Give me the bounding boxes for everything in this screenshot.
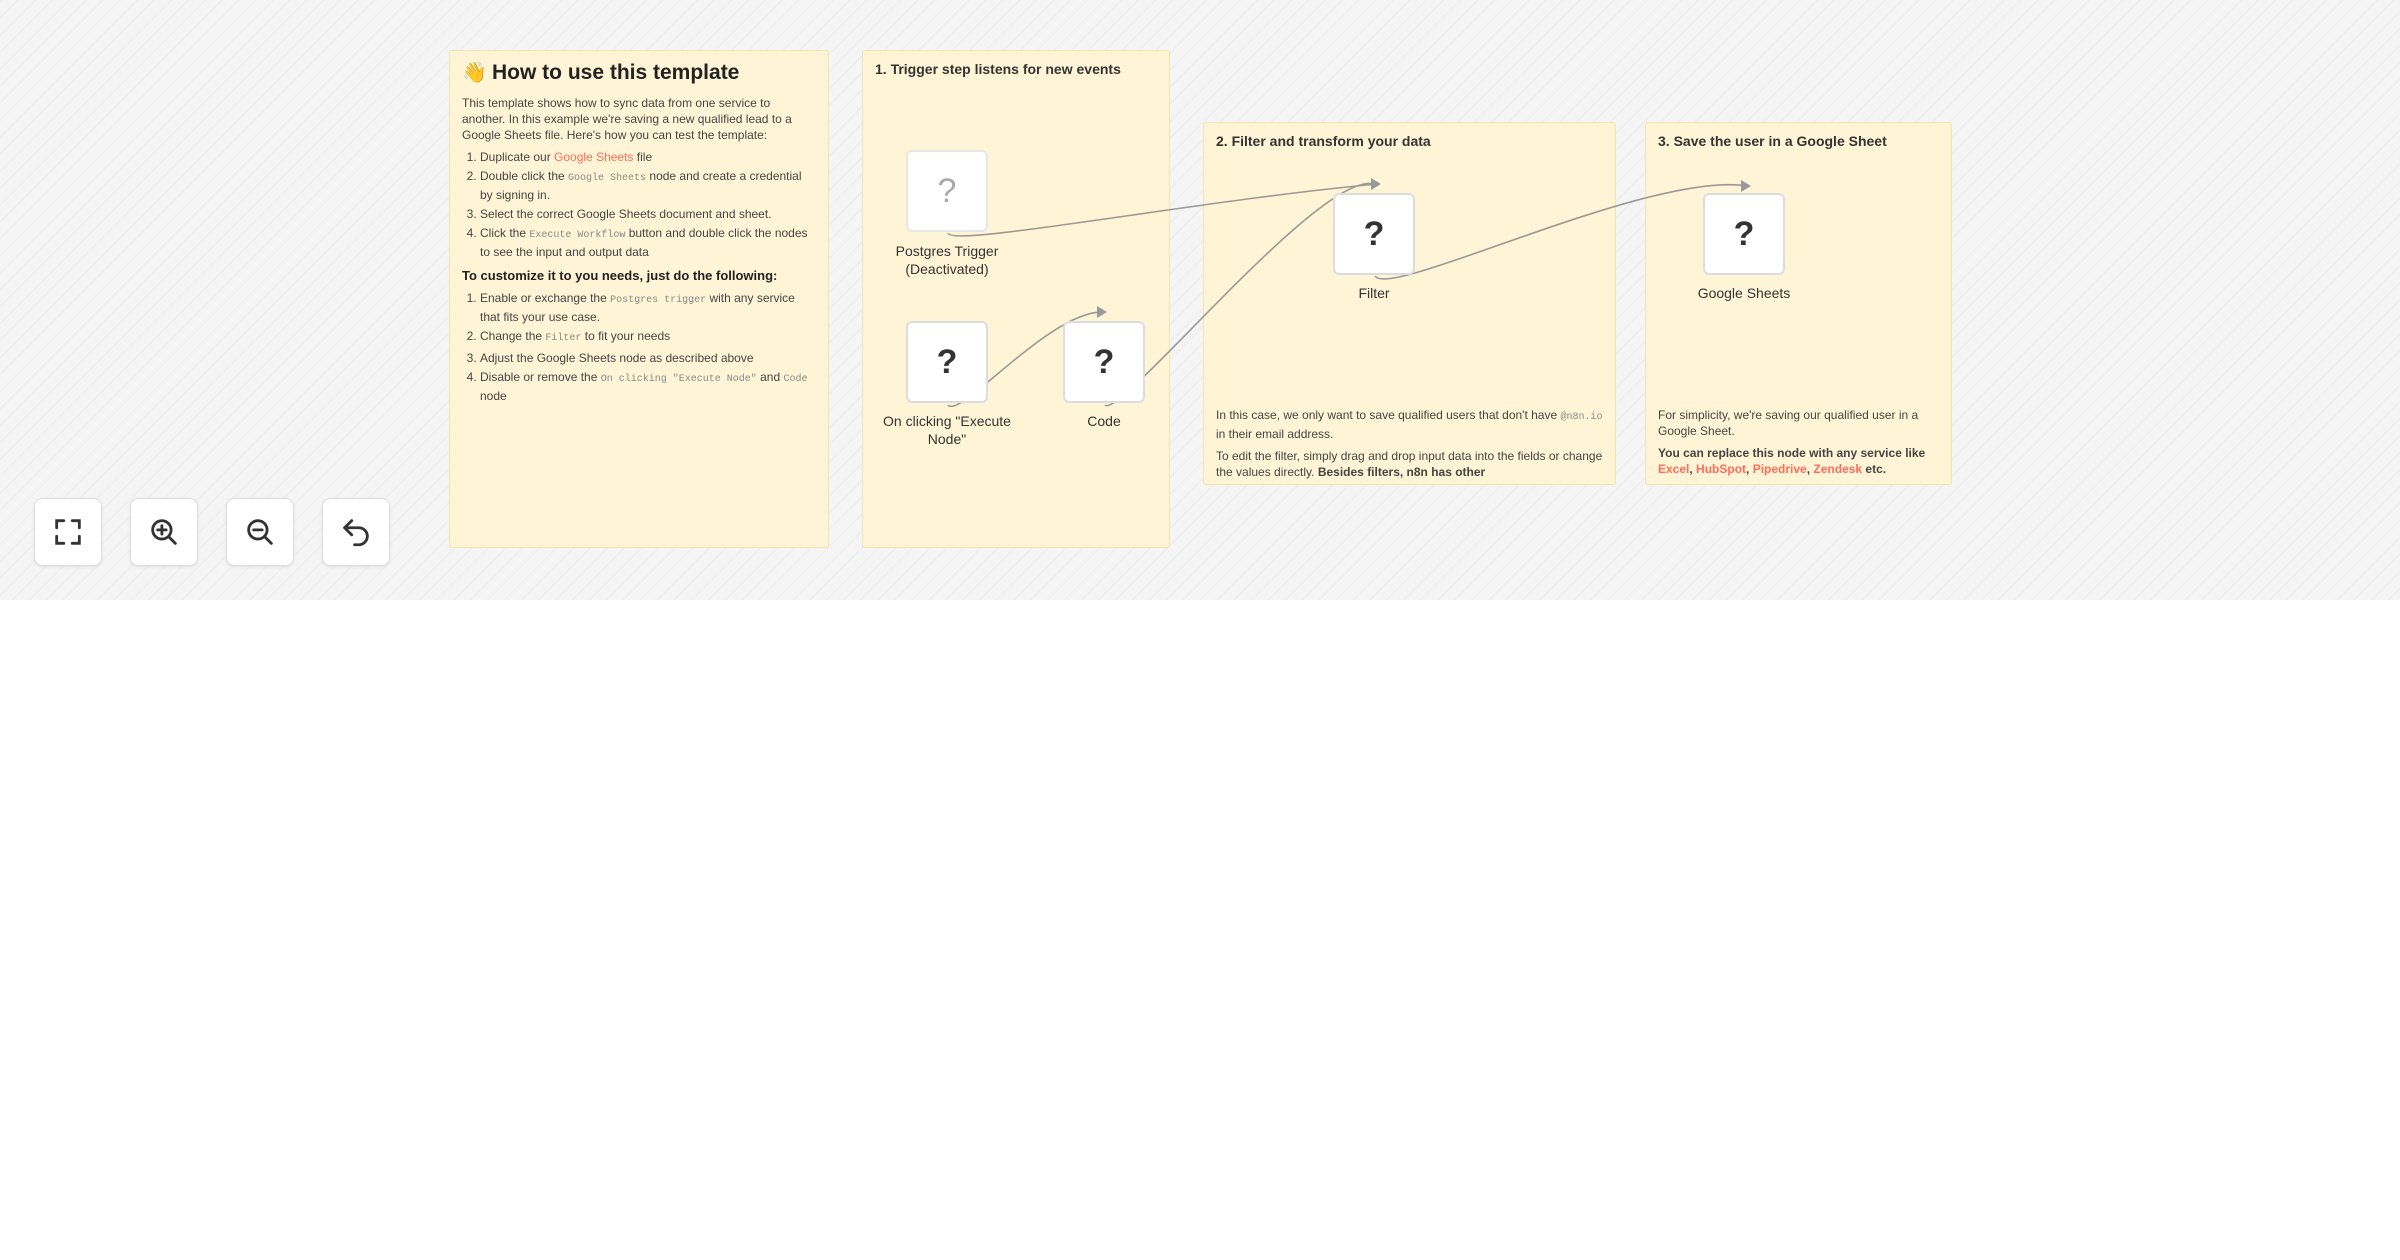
excel-link[interactable]: Excel [1658,462,1690,476]
google-sheets-label: Google Sheets [1697,285,1791,301]
sticky-note-filter[interactable] [1203,122,1616,485]
sticky-title: 3. Save the user in a Google Sheet [1658,133,1887,149]
sticky-body [462,95,814,412]
list-item: 2. Change the Filter to fit your needs [480,328,814,347]
postgres-trigger-node[interactable] [906,150,988,232]
hubspot-link[interactable]: HubSpot [1696,462,1747,476]
sticky-note-save[interactable] [1645,122,1952,485]
sticky-body: For simplicity, we're saving our qualified user in a Google Sheet. You can replace this node with any service like Excel, HubSpot, Pipedrive, Zendesk etc. [1658,408,1926,476]
google-sheets-node[interactable] [1703,193,1785,275]
customize-heading: To customize it to you needs, just do the following: [462,268,778,283]
sticky-title: 2. Filter and transform your data [1216,133,1431,149]
list-item: 4. Click the Execute Workflow button and double click the nodes to see the input and output data [480,225,814,260]
sticky-note-how-to[interactable] [449,50,829,548]
workflow-canvas[interactable] [0,0,2400,600]
code-node[interactable] [1063,321,1145,403]
fit-view-icon [51,515,85,549]
undo-button[interactable] [322,498,390,566]
customize-list [462,290,814,404]
filter-node[interactable] [1333,193,1415,275]
pipedrive-link[interactable]: Pipedrive [1752,462,1807,476]
sticky-title: 👋 How to use this template [462,61,740,84]
list-item: 1. Duplicate our Google Sheets file [480,149,814,165]
fit-view-button[interactable] [34,498,102,566]
sticky-body: In this case, we only want to save qualified users that don't have @n8n.io in their email address. To edit the filter, simply drag and drop input data into the fields or change the values directly. Besides filters, n8n has other [1216,408,1603,479]
zoom-in-button[interactable] [130,498,198,566]
question-icon: ? [1093,342,1115,381]
zoom-out-icon [243,515,277,549]
question-icon: ? [936,342,958,381]
undo-icon [339,515,373,549]
intro-text: This template shows how to sync data from one service to another. In this example we're saving a new qualified lead to a Google Sheets file. Here's how you can test the template: [462,96,792,142]
steps-list [462,149,814,260]
list-item: 1. Enable or exchange the Postgres trigger with any service that fits your use case. [480,290,814,325]
code-label: Code [1087,413,1121,429]
manual-trigger-node[interactable] [906,321,988,403]
list-item: 2. Double click the Google Sheets node and create a credential by signing in. [480,168,814,203]
list-item: 3. Adjust the Google Sheets node as described above [480,350,814,366]
zoom-in-icon [147,515,181,549]
filter-label: Filter [1358,285,1390,301]
waving-hand-icon: 👋 [462,62,487,84]
list-item: 3. Select the correct Google Sheets document and sheet. [480,206,814,222]
list-item: 4. Disable or remove the On clicking "Execute Node" and Code node [480,369,814,404]
google-sheets-link[interactable]: Google Sheets [554,150,634,164]
zendesk-link[interactable]: Zendesk [1813,462,1863,476]
manual-trigger-label: On clicking "Execute Node" [883,413,1011,447]
sticky-title: 1. Trigger step listens for new events [875,61,1121,77]
postgres-trigger-label: Postgres Trigger (Deactivated) [895,243,999,277]
zoom-out-button[interactable] [226,498,294,566]
question-icon: ? [1733,214,1755,253]
sticky-note-trigger[interactable] [862,50,1170,548]
question-icon: ? [1363,214,1385,253]
question-icon: ? [937,171,957,210]
